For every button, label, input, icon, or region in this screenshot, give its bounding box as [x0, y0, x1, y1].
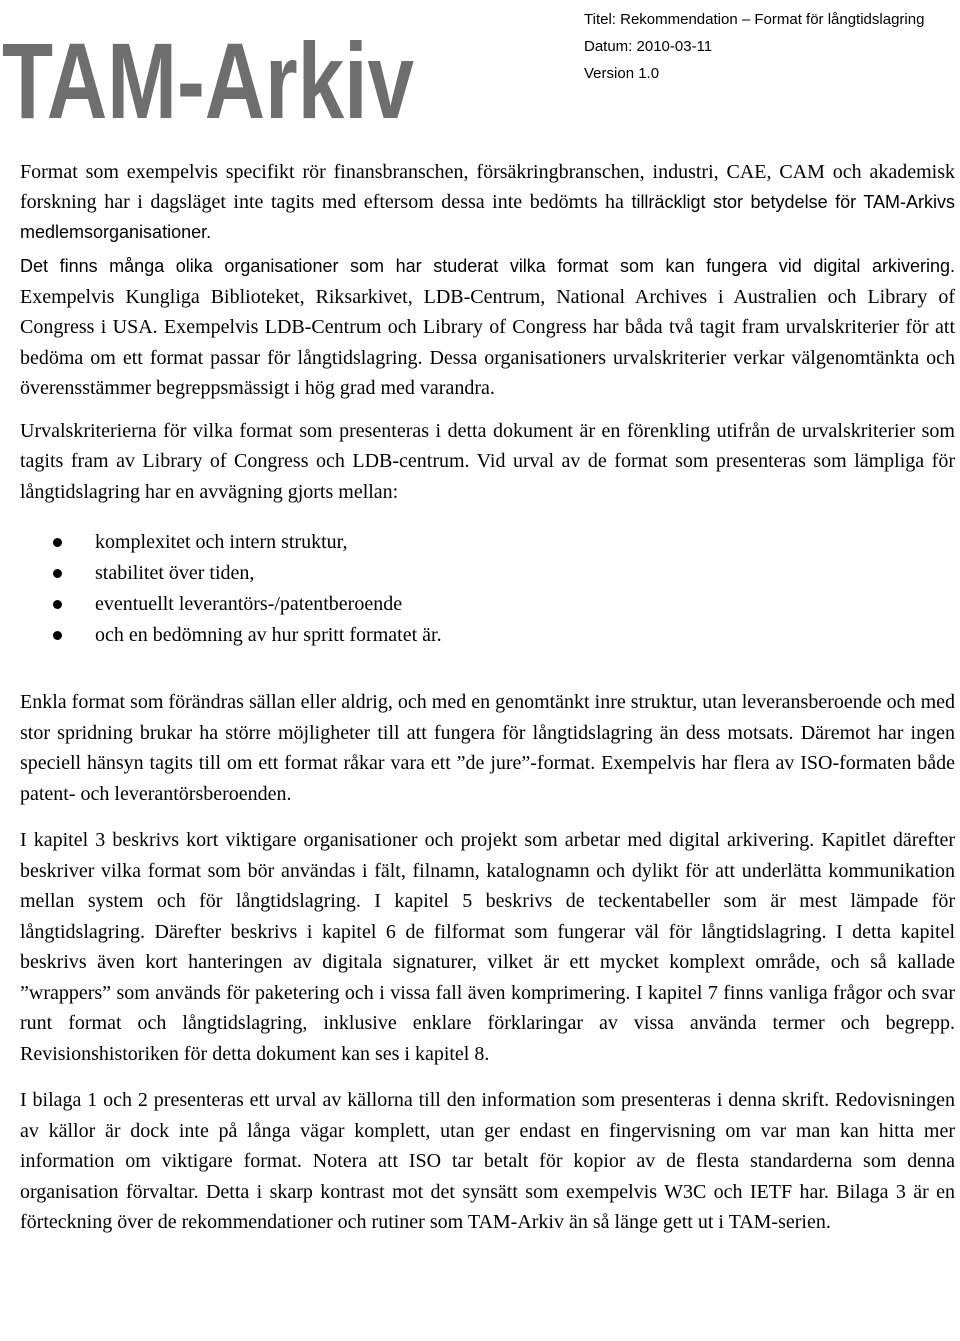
list-item: eventuellt leverantörs-/patentberoende	[20, 589, 955, 620]
paragraph-4: Enkla format som förändras sällan eller aldrig, och med en genomtänkt inre struktur, utan leveransberoende och med stor spridning brukar ha större möjligheter till att fungera för långtidslagring än dess motsats. Däremot har ingen speciell hänsyn tagits till om ett format råkar vara ett ”de jure”-format. Exempelvis har flera av ISO-formaten både patent- och leverantörsberoenden.	[20, 691, 955, 805]
list-item: och en bedömning av hur spritt formatet är.	[20, 620, 955, 651]
paragraph-1	[20, 157, 955, 247]
tam-arkiv-logo	[0, 0, 420, 141]
document-meta	[584, 6, 960, 87]
document-body	[20, 157, 955, 1238]
bullet-icon	[53, 631, 62, 640]
paragraph-1-sans: tillräckligt stor betydelse för TAM-Arkivs medlemsorganisationer.	[20, 192, 955, 242]
paragraph-1-serif: Format som exempelvis specifikt rör finansbranschen, försäkringbranschen, industri, CAE, CAM och akademisk forskning har i dagsläget inte tagits med eftersom dessa inte bedömts ha	[20, 161, 955, 213]
document-version: Version 1.0	[584, 65, 660, 82]
criteria-list	[20, 527, 955, 651]
logo-text: TAM-Arkiv	[2, 20, 414, 141]
bullet-icon	[53, 569, 62, 578]
document-title: Titel: Rekommendation – Format för långtidslagring	[584, 11, 925, 28]
list-item: komplexitet och intern struktur,	[20, 527, 955, 558]
bullet-icon	[53, 600, 62, 609]
list-item: stabilitet över tiden,	[20, 558, 955, 589]
paragraph-2-serif: Exempelvis Kungliga Biblioteket, Riksarkivet, LDB-Centrum, National Archives i Australien och Library of Congress i USA. Exempelvis LDB-Centrum och Library of Congress har båda två tagit fram urvalskriterier för att bedöma om ett format passar för långtidslagring. Dessa organisationers urvalskriterier verkar välgenomtänkta och överensstämmer begreppsmässigt i hög grad med varandra.	[20, 285, 955, 399]
paragraph-6: I bilaga 1 och 2 presenteras ett urval av källorna till den information som presenteras i denna skrift. Redovisningen av källor är dock inte på långa vägar komplett, utan ger endast en fingervisning om var man kan hitta mer information om viktigare format. Notera att ISO tar betalt för kopior av de flesta standarderna som denna organisation förvaltar. Detta i skarp kontrast mot det synsätt som exempelvis W3C och IETF har. Bilaga 3 är en förteckning över de rekommendationer och rutiner som TAM-Arkiv än så länge gett ut i TAM-serien.	[20, 1089, 955, 1233]
paragraph-2-sans: Det finns många olika organisationer som har studerat vilka format som kan fungera vid digital arkivering.	[20, 256, 955, 276]
paragraph-5: I kapitel 3 beskrivs kort viktigare organisationer och projekt som arbetar med digital arkivering. Kapitlet därefter beskriver vilka format som bör användas i fält, filnamn, katalognamn och dylikt för att underlätta kommunikation mellan system och för långtidslagring. I kapitel 5 beskrivs de teckentabeller som är mest lämpade för långtidslagring. Därefter beskrivs i kapitel 6 de filformat som fungerar väl för långtidslagring. I detta kapitel beskrivs även kort hanteringen av digitala signaturer, vilket är ett mycket komplext område, och så kallade ”wrappers” som används för paketering och i vissa fall även komprimering. I kapitel 7 finns vanliga frågor och svar runt format och långtidslagring, inklusive enklare förklaringar av vissa använda termer och begrepp. Revisionshistoriken för detta dokument kan ses i kapitel 8.	[20, 829, 955, 1065]
paragraph-3: Urvalskriterierna för vilka format som presenteras i detta dokument är en förenkling utifrån de urvalskriterier som tagits fram av Library of Congress och LDB-centrum. Vid urval av de format som presenteras som lämpliga för långtidslagring har en avvägning gjorts mellan:	[20, 419, 955, 503]
document-date: Datum: 2010-03-11	[584, 38, 713, 55]
bullet-icon	[53, 538, 62, 547]
paragraph-2	[20, 251, 955, 404]
